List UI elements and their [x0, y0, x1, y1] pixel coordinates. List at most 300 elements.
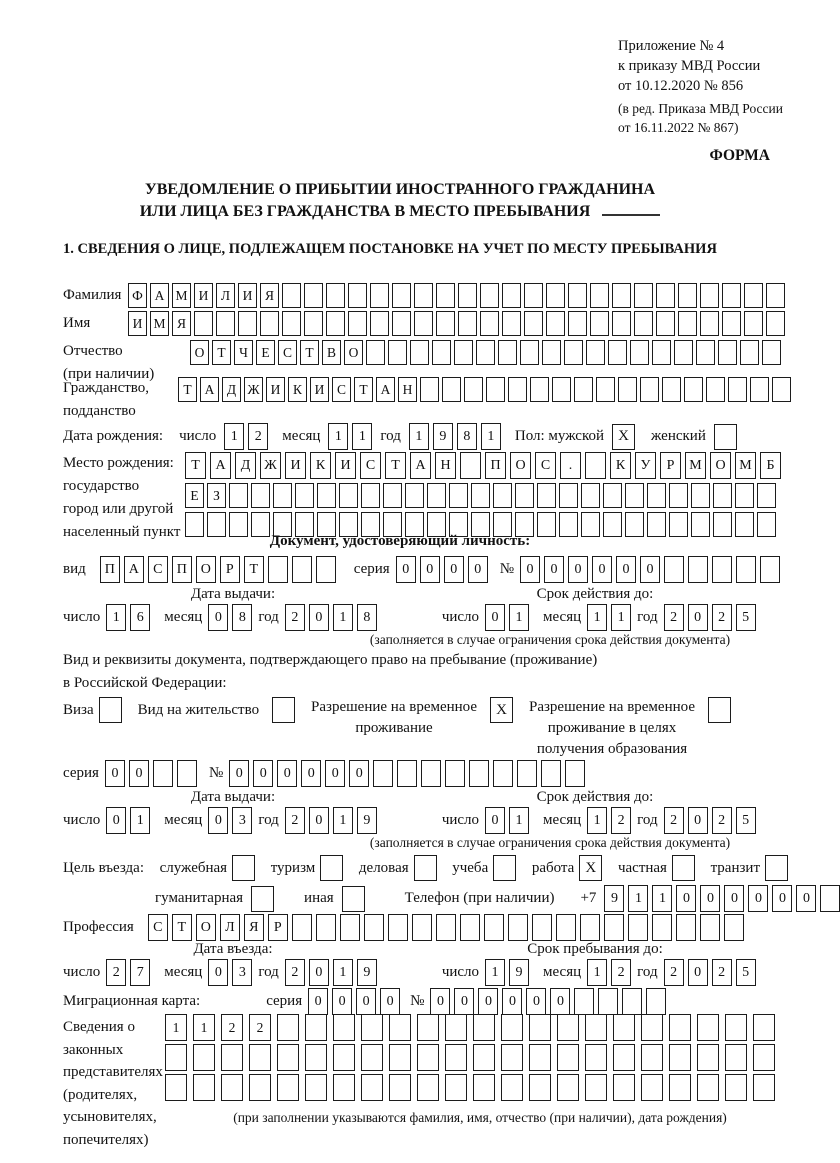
char-cell[interactable]: Р: [660, 452, 681, 479]
char-cell[interactable]: [316, 914, 336, 941]
edu-residence-checkbox[interactable]: [708, 697, 731, 723]
char-cell[interactable]: [436, 914, 456, 941]
identity-expiry-day-cells[interactable]: [485, 604, 529, 631]
char-cell[interactable]: [177, 760, 197, 787]
char-cell[interactable]: [546, 311, 565, 336]
identity-issue-month-cells[interactable]: [208, 604, 252, 631]
char-cell[interactable]: 6: [130, 604, 150, 631]
representatives-cells-row1[interactable]: [165, 1014, 775, 1041]
residence-issue-year-cells[interactable]: [285, 807, 377, 834]
char-cell[interactable]: [388, 914, 408, 941]
char-cell[interactable]: Я: [260, 283, 279, 308]
char-cell[interactable]: [268, 556, 288, 583]
char-cell[interactable]: И: [194, 283, 213, 308]
char-cell[interactable]: [574, 377, 593, 402]
char-cell[interactable]: 0: [688, 604, 708, 631]
char-cell[interactable]: [473, 1044, 495, 1071]
char-cell[interactable]: [364, 914, 384, 941]
char-cell[interactable]: [744, 311, 763, 336]
char-cell[interactable]: [664, 556, 684, 583]
char-cell[interactable]: [529, 1074, 551, 1101]
char-cell[interactable]: [484, 914, 504, 941]
char-cell[interactable]: [361, 1074, 383, 1101]
char-cell[interactable]: 0: [208, 959, 228, 986]
char-cell[interactable]: [740, 340, 759, 365]
char-cell[interactable]: [641, 1074, 663, 1101]
char-cell[interactable]: Т: [212, 340, 231, 365]
char-cell[interactable]: 1: [587, 604, 607, 631]
char-cell[interactable]: [410, 340, 429, 365]
purpose-humanitarian-checkbox[interactable]: [251, 886, 274, 912]
char-cell[interactable]: [608, 340, 627, 365]
char-cell[interactable]: 0: [309, 807, 329, 834]
char-cell[interactable]: 5: [736, 604, 756, 631]
char-cell[interactable]: 0: [592, 556, 612, 583]
char-cell[interactable]: [590, 283, 609, 308]
char-cell[interactable]: 0: [105, 760, 125, 787]
char-cell[interactable]: 0: [106, 807, 126, 834]
char-cell[interactable]: [753, 1044, 775, 1071]
char-cell[interactable]: Т: [172, 914, 192, 941]
char-cell[interactable]: [622, 988, 642, 1015]
char-cell[interactable]: [736, 556, 756, 583]
char-cell[interactable]: 0: [129, 760, 149, 787]
char-cell[interactable]: [370, 283, 389, 308]
char-cell[interactable]: О: [710, 452, 731, 479]
char-cell[interactable]: 0: [325, 760, 345, 787]
char-cell[interactable]: [753, 1014, 775, 1041]
char-cell[interactable]: 2: [285, 959, 305, 986]
char-cell[interactable]: А: [124, 556, 144, 583]
char-cell[interactable]: И: [238, 283, 257, 308]
char-cell[interactable]: [469, 760, 489, 787]
char-cell[interactable]: 2: [664, 807, 684, 834]
char-cell[interactable]: 0: [208, 604, 228, 631]
char-cell[interactable]: З: [207, 483, 226, 508]
char-cell[interactable]: 3: [232, 959, 252, 986]
char-cell[interactable]: [442, 377, 461, 402]
char-cell[interactable]: [652, 340, 671, 365]
char-cell[interactable]: 1: [652, 885, 672, 912]
char-cell[interactable]: [596, 377, 615, 402]
char-cell[interactable]: 9: [604, 885, 624, 912]
char-cell[interactable]: Ж: [244, 377, 263, 402]
char-cell[interactable]: Л: [220, 914, 240, 941]
char-cell[interactable]: [305, 1044, 327, 1071]
char-cell[interactable]: [613, 1044, 635, 1071]
char-cell[interactable]: [370, 311, 389, 336]
purpose-official-checkbox[interactable]: [232, 855, 255, 881]
char-cell[interactable]: Д: [235, 452, 256, 479]
char-cell[interactable]: 1: [509, 604, 529, 631]
char-cell[interactable]: [405, 483, 424, 508]
char-cell[interactable]: Я: [244, 914, 264, 941]
char-cell[interactable]: 2: [664, 959, 684, 986]
char-cell[interactable]: Е: [185, 483, 204, 508]
stay-year-cells[interactable]: [664, 959, 756, 986]
char-cell[interactable]: 2: [221, 1014, 243, 1041]
char-cell[interactable]: [221, 1074, 243, 1101]
char-cell[interactable]: М: [172, 283, 191, 308]
char-cell[interactable]: [421, 760, 441, 787]
sex-female-checkbox[interactable]: [714, 424, 737, 450]
char-cell[interactable]: [618, 377, 637, 402]
char-cell[interactable]: 0: [277, 760, 297, 787]
residence-issue-day-cells[interactable]: [106, 807, 150, 834]
char-cell[interactable]: [557, 1044, 579, 1071]
char-cell[interactable]: О: [196, 556, 216, 583]
char-cell[interactable]: 0: [640, 556, 660, 583]
char-cell[interactable]: [502, 283, 521, 308]
char-cell[interactable]: 1: [333, 604, 353, 631]
patronymic-cells[interactable]: [190, 340, 781, 365]
char-cell[interactable]: 0: [420, 556, 440, 583]
char-cell[interactable]: [389, 1014, 411, 1041]
char-cell[interactable]: Т: [185, 452, 206, 479]
char-cell[interactable]: [585, 1014, 607, 1041]
residence-expiry-year-cells[interactable]: [664, 807, 756, 834]
char-cell[interactable]: [333, 1044, 355, 1071]
doc-kind-cells[interactable]: [100, 556, 336, 583]
char-cell[interactable]: [221, 1044, 243, 1071]
char-cell[interactable]: М: [685, 452, 706, 479]
char-cell[interactable]: К: [310, 452, 331, 479]
char-cell[interactable]: [501, 1044, 523, 1071]
char-cell[interactable]: [420, 377, 439, 402]
char-cell[interactable]: [559, 483, 578, 508]
char-cell[interactable]: 2: [106, 959, 126, 986]
char-cell[interactable]: [603, 483, 622, 508]
residence-expiry-month-cells[interactable]: [587, 807, 631, 834]
char-cell[interactable]: И: [128, 311, 147, 336]
char-cell[interactable]: [508, 914, 528, 941]
stay-day-cells[interactable]: [485, 959, 529, 986]
char-cell[interactable]: [640, 377, 659, 402]
char-cell[interactable]: С: [332, 377, 351, 402]
char-cell[interactable]: [502, 311, 521, 336]
char-cell[interactable]: [724, 914, 744, 941]
char-cell[interactable]: [305, 1014, 327, 1041]
char-cell[interactable]: [678, 283, 697, 308]
char-cell[interactable]: [641, 1014, 663, 1041]
char-cell[interactable]: [501, 1074, 523, 1101]
char-cell[interactable]: 0: [688, 807, 708, 834]
char-cell[interactable]: [260, 311, 279, 336]
char-cell[interactable]: [326, 283, 345, 308]
char-cell[interactable]: [216, 311, 235, 336]
char-cell[interactable]: [389, 1044, 411, 1071]
char-cell[interactable]: И: [266, 377, 285, 402]
char-cell[interactable]: [295, 483, 314, 508]
char-cell[interactable]: С: [535, 452, 556, 479]
char-cell[interactable]: 0: [301, 760, 321, 787]
char-cell[interactable]: [249, 1044, 271, 1071]
firstname-cells[interactable]: [128, 311, 785, 336]
char-cell[interactable]: [557, 1074, 579, 1101]
char-cell[interactable]: 8: [357, 604, 377, 631]
char-cell[interactable]: [373, 760, 393, 787]
char-cell[interactable]: [669, 1044, 691, 1071]
char-cell[interactable]: С: [360, 452, 381, 479]
representatives-cells-row3[interactable]: [165, 1074, 775, 1101]
char-cell[interactable]: М: [150, 311, 169, 336]
entry-month-cells[interactable]: [208, 959, 252, 986]
char-cell[interactable]: К: [610, 452, 631, 479]
char-cell[interactable]: 5: [736, 959, 756, 986]
purpose-private-checkbox[interactable]: [672, 855, 695, 881]
char-cell[interactable]: [598, 988, 618, 1015]
char-cell[interactable]: [339, 483, 358, 508]
char-cell[interactable]: [568, 283, 587, 308]
char-cell[interactable]: [458, 283, 477, 308]
char-cell[interactable]: 0: [380, 988, 400, 1015]
purpose-business-checkbox[interactable]: [414, 855, 437, 881]
char-cell[interactable]: [585, 452, 606, 479]
char-cell[interactable]: [532, 914, 552, 941]
char-cell[interactable]: [501, 1014, 523, 1041]
char-cell[interactable]: А: [376, 377, 395, 402]
birth-year-cells[interactable]: [409, 423, 501, 450]
char-cell[interactable]: 9: [433, 423, 453, 450]
char-cell[interactable]: [493, 760, 513, 787]
char-cell[interactable]: [772, 377, 791, 402]
char-cell[interactable]: Н: [435, 452, 456, 479]
char-cell[interactable]: 5: [736, 807, 756, 834]
char-cell[interactable]: [326, 311, 345, 336]
char-cell[interactable]: [612, 283, 631, 308]
char-cell[interactable]: [417, 1044, 439, 1071]
char-cell[interactable]: 0: [309, 959, 329, 986]
char-cell[interactable]: [427, 483, 446, 508]
char-cell[interactable]: [744, 283, 763, 308]
char-cell[interactable]: Я: [172, 311, 191, 336]
char-cell[interactable]: [361, 1044, 383, 1071]
char-cell[interactable]: А: [410, 452, 431, 479]
char-cell[interactable]: [282, 283, 301, 308]
char-cell[interactable]: [678, 311, 697, 336]
char-cell[interactable]: [530, 377, 549, 402]
residence-series-cells[interactable]: [105, 760, 197, 787]
char-cell[interactable]: [524, 283, 543, 308]
char-cell[interactable]: 0: [688, 959, 708, 986]
char-cell[interactable]: 2: [611, 807, 631, 834]
char-cell[interactable]: [556, 914, 576, 941]
char-cell[interactable]: [165, 1074, 187, 1101]
char-cell[interactable]: [277, 1014, 299, 1041]
char-cell[interactable]: [277, 1044, 299, 1071]
char-cell[interactable]: [304, 283, 323, 308]
char-cell[interactable]: [273, 483, 292, 508]
char-cell[interactable]: [333, 1014, 355, 1041]
char-cell[interactable]: [432, 340, 451, 365]
char-cell[interactable]: 1: [106, 604, 126, 631]
doc-series-cells[interactable]: [396, 556, 488, 583]
char-cell[interactable]: [412, 914, 432, 941]
char-cell[interactable]: [436, 311, 455, 336]
char-cell[interactable]: [340, 914, 360, 941]
char-cell[interactable]: [508, 377, 527, 402]
char-cell[interactable]: [541, 760, 561, 787]
char-cell[interactable]: [517, 760, 537, 787]
char-cell[interactable]: 0: [253, 760, 273, 787]
char-cell[interactable]: [750, 377, 769, 402]
char-cell[interactable]: [537, 483, 556, 508]
char-cell[interactable]: [305, 1074, 327, 1101]
char-cell[interactable]: [333, 1074, 355, 1101]
purpose-study-checkbox[interactable]: [493, 855, 516, 881]
char-cell[interactable]: [417, 1014, 439, 1041]
char-cell[interactable]: [414, 283, 433, 308]
char-cell[interactable]: 2: [285, 807, 305, 834]
char-cell[interactable]: [153, 760, 173, 787]
char-cell[interactable]: [612, 311, 631, 336]
char-cell[interactable]: [348, 283, 367, 308]
char-cell[interactable]: 1: [481, 423, 501, 450]
char-cell[interactable]: [700, 311, 719, 336]
char-cell[interactable]: 2: [712, 604, 732, 631]
char-cell[interactable]: 1: [611, 604, 631, 631]
char-cell[interactable]: К: [288, 377, 307, 402]
char-cell[interactable]: [542, 340, 561, 365]
temp-residence-checkbox[interactable]: X: [490, 697, 513, 723]
char-cell[interactable]: [529, 1014, 551, 1041]
char-cell[interactable]: [634, 311, 653, 336]
char-cell[interactable]: 9: [357, 959, 377, 986]
char-cell[interactable]: С: [148, 914, 168, 941]
char-cell[interactable]: Ч: [234, 340, 253, 365]
char-cell[interactable]: [722, 311, 741, 336]
char-cell[interactable]: [473, 1074, 495, 1101]
char-cell[interactable]: 9: [357, 807, 377, 834]
char-cell[interactable]: [700, 914, 720, 941]
residence-expiry-day-cells[interactable]: [485, 807, 529, 834]
char-cell[interactable]: 1: [509, 807, 529, 834]
char-cell[interactable]: [493, 483, 512, 508]
char-cell[interactable]: [193, 1074, 215, 1101]
migration-number-cells[interactable]: [430, 988, 666, 1015]
char-cell[interactable]: [725, 1074, 747, 1101]
char-cell[interactable]: 0: [568, 556, 588, 583]
char-cell[interactable]: [292, 556, 312, 583]
char-cell[interactable]: 0: [772, 885, 792, 912]
char-cell[interactable]: 2: [249, 1014, 271, 1041]
char-cell[interactable]: И: [285, 452, 306, 479]
char-cell[interactable]: А: [210, 452, 231, 479]
char-cell[interactable]: [688, 556, 708, 583]
char-cell[interactable]: [524, 311, 543, 336]
char-cell[interactable]: [397, 760, 417, 787]
char-cell[interactable]: Р: [268, 914, 288, 941]
char-cell[interactable]: В: [322, 340, 341, 365]
identity-expiry-year-cells[interactable]: [664, 604, 756, 631]
char-cell[interactable]: [193, 1044, 215, 1071]
char-cell[interactable]: 0: [396, 556, 416, 583]
char-cell[interactable]: 0: [478, 988, 498, 1015]
char-cell[interactable]: 1: [165, 1014, 187, 1041]
char-cell[interactable]: [480, 283, 499, 308]
char-cell[interactable]: [282, 311, 301, 336]
char-cell[interactable]: [697, 1044, 719, 1071]
char-cell[interactable]: [476, 340, 495, 365]
char-cell[interactable]: [486, 377, 505, 402]
char-cell[interactable]: [445, 1074, 467, 1101]
char-cell[interactable]: М: [735, 452, 756, 479]
char-cell[interactable]: П: [100, 556, 120, 583]
char-cell[interactable]: 1: [130, 807, 150, 834]
purpose-tourism-checkbox[interactable]: [320, 855, 343, 881]
char-cell[interactable]: [388, 340, 407, 365]
migration-series-cells[interactable]: [308, 988, 400, 1015]
citizenship-cells[interactable]: [178, 377, 791, 402]
char-cell[interactable]: О: [510, 452, 531, 479]
char-cell[interactable]: [713, 483, 732, 508]
char-cell[interactable]: [520, 340, 539, 365]
char-cell[interactable]: 0: [444, 556, 464, 583]
char-cell[interactable]: [585, 1044, 607, 1071]
char-cell[interactable]: 0: [700, 885, 720, 912]
char-cell[interactable]: О: [344, 340, 363, 365]
char-cell[interactable]: [389, 1074, 411, 1101]
char-cell[interactable]: [238, 311, 257, 336]
char-cell[interactable]: 2: [712, 807, 732, 834]
entry-year-cells[interactable]: [285, 959, 377, 986]
char-cell[interactable]: [684, 377, 703, 402]
char-cell[interactable]: [445, 1044, 467, 1071]
char-cell[interactable]: [604, 914, 624, 941]
char-cell[interactable]: [753, 1074, 775, 1101]
char-cell[interactable]: 0: [796, 885, 816, 912]
char-cell[interactable]: Л: [216, 283, 235, 308]
char-cell[interactable]: [565, 760, 585, 787]
char-cell[interactable]: [498, 340, 517, 365]
char-cell[interactable]: 2: [664, 604, 684, 631]
visa-checkbox[interactable]: [99, 697, 122, 723]
char-cell[interactable]: 0: [308, 988, 328, 1015]
char-cell[interactable]: [766, 311, 785, 336]
char-cell[interactable]: [515, 483, 534, 508]
char-cell[interactable]: 8: [457, 423, 477, 450]
char-cell[interactable]: Т: [300, 340, 319, 365]
char-cell[interactable]: 0: [430, 988, 450, 1015]
char-cell[interactable]: [725, 1014, 747, 1041]
char-cell[interactable]: [757, 483, 776, 508]
char-cell[interactable]: [669, 1014, 691, 1041]
char-cell[interactable]: С: [278, 340, 297, 365]
char-cell[interactable]: 0: [550, 988, 570, 1015]
char-cell[interactable]: 0: [332, 988, 352, 1015]
char-cell[interactable]: 0: [520, 556, 540, 583]
doc-number-cells[interactable]: [520, 556, 780, 583]
identity-issue-year-cells[interactable]: [285, 604, 377, 631]
char-cell[interactable]: 0: [748, 885, 768, 912]
char-cell[interactable]: О: [196, 914, 216, 941]
char-cell[interactable]: .: [560, 452, 581, 479]
char-cell[interactable]: [646, 988, 666, 1015]
char-cell[interactable]: И: [310, 377, 329, 402]
char-cell[interactable]: [725, 1044, 747, 1071]
char-cell[interactable]: 9: [509, 959, 529, 986]
char-cell[interactable]: А: [200, 377, 219, 402]
char-cell[interactable]: [696, 340, 715, 365]
char-cell[interactable]: 0: [208, 807, 228, 834]
char-cell[interactable]: 1: [352, 423, 372, 450]
char-cell[interactable]: 1: [628, 885, 648, 912]
char-cell[interactable]: 1: [587, 807, 607, 834]
char-cell[interactable]: 0: [485, 807, 505, 834]
identity-issue-day-cells[interactable]: [106, 604, 150, 631]
char-cell[interactable]: 0: [356, 988, 376, 1015]
entry-day-cells[interactable]: [106, 959, 150, 986]
